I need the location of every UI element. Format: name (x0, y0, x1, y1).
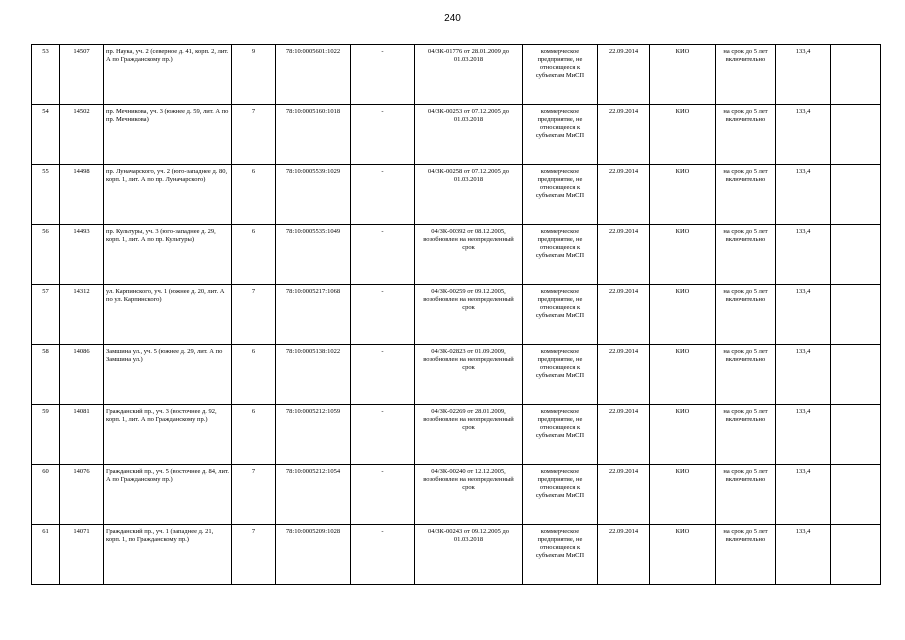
tenant-category-cell: коммерческое предприятие, не относящееся к субъектам МиСП (523, 225, 598, 285)
contract-cell: 04/ЗК-00258 от 07.12.2005 до 01.03.2018 (415, 165, 523, 225)
cadastral-number-cell: 78:10:0005539:1029 (276, 165, 351, 225)
address-cell: Гражданский пр., уч. 5 (восточнее д. 84, лит. А по Гражданскому пр.) (104, 465, 232, 525)
row-number-cell: 55 (32, 165, 60, 225)
date-cell: 22.09.2014 (598, 165, 650, 225)
row-number-cell: 59 (32, 405, 60, 465)
organization-cell: КИО (650, 525, 716, 585)
tenant-category-cell: коммерческое предприятие, не относящееся к субъектам МиСП (523, 285, 598, 345)
empty-mark-cell: - (351, 225, 415, 285)
cadastral-number-cell: 78:10:0005212:1059 (276, 405, 351, 465)
extra-cell (831, 465, 881, 525)
extra-cell (831, 225, 881, 285)
amount-cell: 133,4 (776, 405, 831, 465)
tenant-category-cell: коммерческое предприятие, не относящееся к субъектам МиСП (523, 105, 598, 165)
row-number-cell: 54 (32, 105, 60, 165)
address-cell: Гражданский пр., уч. 1 (западнее д. 21, корп. 1, по Гражданскому пр.) (104, 525, 232, 585)
contract-cell: 04/ЗК-00240 от 12.12.2005, возобновлен на неопределенный срок (415, 465, 523, 525)
contract-cell: 04/ЗК-01776 от 28.01.2009 до 01.03.2018 (415, 45, 523, 105)
empty-mark-cell: - (351, 105, 415, 165)
table-row (32, 285, 881, 345)
term-cell: на срок до 5 лет включительно (716, 285, 776, 345)
amount-cell: 133,4 (776, 525, 831, 585)
row-number-cell: 53 (32, 45, 60, 105)
extra-cell (831, 105, 881, 165)
tenant-category-cell: коммерческое предприятие, не относящееся к субъектам МиСП (523, 345, 598, 405)
address-cell: Замшина ул., уч. 5 (южнее д. 29, лит. А по Замшина ул.) (104, 345, 232, 405)
contract-cell: 04/ЗК-00253 от 07.12.2005 до 01.03.2018 (415, 105, 523, 165)
area-cell: 9 (232, 45, 276, 105)
area-cell: 6 (232, 345, 276, 405)
tenant-category-cell: коммерческое предприятие, не относящееся к субъектам МиСП (523, 465, 598, 525)
term-cell: на срок до 5 лет включительно (716, 105, 776, 165)
contract-cell: 04/ЗК-00259 от 09.12.2005, возобновлен на неопределенный срок (415, 285, 523, 345)
organization-cell: КИО (650, 225, 716, 285)
term-cell: на срок до 5 лет включительно (716, 465, 776, 525)
organization-cell: КИО (650, 345, 716, 405)
extra-cell (831, 525, 881, 585)
area-cell: 7 (232, 525, 276, 585)
date-cell: 22.09.2014 (598, 105, 650, 165)
organization-cell: КИО (650, 405, 716, 465)
cadastral-number-cell: 78:10:0005601:1022 (276, 45, 351, 105)
table-row (32, 345, 881, 405)
table-row (32, 525, 881, 585)
registry-rows (32, 45, 881, 585)
amount-cell: 133,4 (776, 285, 831, 345)
page-number: 240 (444, 13, 461, 24)
area-cell: 6 (232, 165, 276, 225)
address-cell: пр. Наука, уч. 2 (северное д. 41, корп. 2, лит. А по Гражданскому пр.) (104, 45, 232, 105)
empty-mark-cell: - (351, 45, 415, 105)
table-row (32, 225, 881, 285)
table-row (32, 45, 881, 105)
extra-cell (831, 165, 881, 225)
row-number-cell: 56 (32, 225, 60, 285)
extra-cell (831, 345, 881, 405)
tenant-category-cell: коммерческое предприятие, не относящееся к субъектам МиСП (523, 45, 598, 105)
row-number-cell: 57 (32, 285, 60, 345)
date-cell: 22.09.2014 (598, 285, 650, 345)
cadastral-number-cell: 78:10:0005209:1028 (276, 525, 351, 585)
object-id-cell: 14076 (60, 465, 104, 525)
amount-cell: 133,4 (776, 345, 831, 405)
organization-cell: КИО (650, 465, 716, 525)
contract-cell: 04/ЗК-02823 от 01.09.2009, возобновлен на неопределенный срок (415, 345, 523, 405)
address-cell: пр. Мечникова, уч. 3 (южнее д. 59, лит. А по пр. Мечникова) (104, 105, 232, 165)
amount-cell: 133,4 (776, 105, 831, 165)
row-number-cell: 58 (32, 345, 60, 405)
table-row (32, 405, 881, 465)
cadastral-number-cell: 78:10:0005217:1068 (276, 285, 351, 345)
date-cell: 22.09.2014 (598, 45, 650, 105)
date-cell: 22.09.2014 (598, 405, 650, 465)
term-cell: на срок до 5 лет включительно (716, 45, 776, 105)
row-number-cell: 61 (32, 525, 60, 585)
object-id-cell: 14086 (60, 345, 104, 405)
area-cell: 6 (232, 405, 276, 465)
cadastral-number-cell: 78:10:0005535:1049 (276, 225, 351, 285)
tenant-category-cell: коммерческое предприятие, не относящееся к субъектам МиСП (523, 525, 598, 585)
object-id-cell: 14071 (60, 525, 104, 585)
address-cell: Гражданский пр., уч. 3 (восточнее д. 92, корп. 1, лит. А по Гражданскому пр.) (104, 405, 232, 465)
empty-mark-cell: - (351, 525, 415, 585)
table-row (32, 465, 881, 525)
term-cell: на срок до 5 лет включительно (716, 165, 776, 225)
object-id-cell: 14507 (60, 45, 104, 105)
object-id-cell: 14081 (60, 405, 104, 465)
area-cell: 6 (232, 225, 276, 285)
area-cell: 7 (232, 105, 276, 165)
cadastral-number-cell: 78:10:0005160:1018 (276, 105, 351, 165)
object-id-cell: 14493 (60, 225, 104, 285)
extra-cell (831, 405, 881, 465)
term-cell: на срок до 5 лет включительно (716, 525, 776, 585)
table-row (32, 105, 881, 165)
object-id-cell: 14502 (60, 105, 104, 165)
term-cell: на срок до 5 лет включительно (716, 225, 776, 285)
date-cell: 22.09.2014 (598, 525, 650, 585)
organization-cell: КИО (650, 45, 716, 105)
empty-mark-cell: - (351, 165, 415, 225)
area-cell: 7 (232, 285, 276, 345)
tenant-category-cell: коммерческое предприятие, не относящееся к субъектам МиСП (523, 165, 598, 225)
term-cell: на срок до 5 лет включительно (716, 405, 776, 465)
address-cell: ул. Карпинского, уч. 1 (южнее д. 20, лит. А по ул. Карпинского) (104, 285, 232, 345)
address-cell: пр. Луначарского, уч. 2 (юго-западнее д. 80, корп. 1, лит. А по пр. Луначарского) (104, 165, 232, 225)
date-cell: 22.09.2014 (598, 465, 650, 525)
term-cell: на срок до 5 лет включительно (716, 345, 776, 405)
object-id-cell: 14312 (60, 285, 104, 345)
amount-cell: 133,4 (776, 165, 831, 225)
amount-cell: 133,4 (776, 465, 831, 525)
registry-table (31, 44, 881, 585)
date-cell: 22.09.2014 (598, 345, 650, 405)
tenant-category-cell: коммерческое предприятие, не относящееся к субъектам МиСП (523, 405, 598, 465)
object-id-cell: 14498 (60, 165, 104, 225)
area-cell: 7 (232, 465, 276, 525)
contract-cell: 04/ЗК-00392 от 08.12.2005, возобновлен на неопределенный срок (415, 225, 523, 285)
organization-cell: КИО (650, 165, 716, 225)
empty-mark-cell: - (351, 465, 415, 525)
amount-cell: 133,4 (776, 225, 831, 285)
empty-mark-cell: - (351, 285, 415, 345)
cadastral-number-cell: 78:10:0005212:1054 (276, 465, 351, 525)
amount-cell: 133,4 (776, 45, 831, 105)
extra-cell (831, 285, 881, 345)
organization-cell: КИО (650, 285, 716, 345)
empty-mark-cell: - (351, 345, 415, 405)
address-cell: пр. Культуры, уч. 3 (юго-западнее д. 29, корп. 1, лит. А по пр. Культуры) (104, 225, 232, 285)
row-number-cell: 60 (32, 465, 60, 525)
date-cell: 22.09.2014 (598, 225, 650, 285)
extra-cell (831, 45, 881, 105)
cadastral-number-cell: 78:10:0005138:1022 (276, 345, 351, 405)
table-row (32, 165, 881, 225)
contract-cell: 04/ЗК-02269 от 28.01.2009, возобновлен на неопределенный срок (415, 405, 523, 465)
contract-cell: 04/ЗК-00243 от 09.12.2005 до 01.03.2018 (415, 525, 523, 585)
empty-mark-cell: - (351, 405, 415, 465)
organization-cell: КИО (650, 105, 716, 165)
